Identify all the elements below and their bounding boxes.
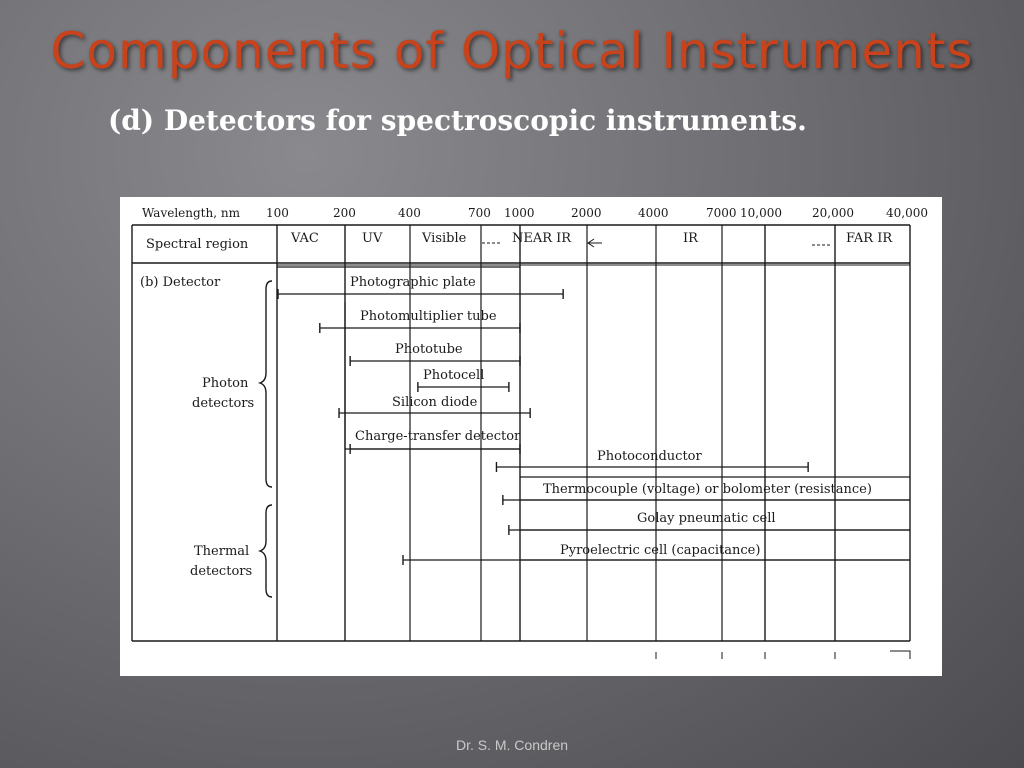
slide-title: Components of Optical Instruments — [50, 22, 974, 80]
region-visible: Visible — [422, 231, 467, 246]
detector-label-golay-cell: Golay pneumatic cell — [637, 511, 776, 526]
tick-4000: 4000 — [638, 206, 669, 220]
tick-700: 700 — [468, 206, 491, 220]
tick-2000: 2000 — [571, 206, 602, 220]
tick-100: 100 — [266, 206, 289, 220]
slide-subtitle: (d) Detectors for spectroscopic instruments. — [108, 104, 807, 137]
detector-label-pyroelectric: Pyroelectric cell (capacitance) — [560, 543, 761, 558]
tick-40000: 40,000 — [886, 206, 928, 220]
detector-label-silicon-diode: Silicon diode — [392, 395, 478, 410]
detector-range-diagram — [120, 197, 942, 676]
tick-10000: 10,000 — [740, 206, 782, 220]
photon-group-label-1: Photon — [202, 376, 249, 391]
photon-brace — [260, 281, 272, 487]
detector-label-photographic-plate: Photographic plate — [350, 275, 476, 290]
tick-400: 400 — [398, 206, 421, 220]
detector-label-charge-transfer: Charge-transfer detector — [355, 429, 521, 444]
detector-label-photocell: Photocell — [423, 368, 485, 383]
region-uv: UV — [362, 231, 383, 246]
photon-group-label-2: detectors — [192, 396, 255, 411]
tick-1000: 1000 — [504, 206, 535, 220]
region-ir: IR — [683, 231, 698, 246]
thermal-group-label-2: detectors — [190, 564, 253, 579]
detector-label-photoconductor: Photoconductor — [597, 449, 702, 464]
spectral-region-label: Spectral region — [146, 237, 249, 252]
detector-label-thermocouple: Thermocouple (voltage) or bolometer (resistance) — [543, 482, 872, 497]
detector-section-label: (b) Detector — [140, 275, 221, 290]
detector-range-bars — [278, 289, 910, 565]
thermal-group-label-1: Thermal — [194, 544, 250, 559]
region-vac: VAC — [291, 231, 319, 246]
detector-label-photomultiplier-tube: Photomultiplier tube — [360, 309, 497, 324]
detector-label-phototube: Phototube — [395, 342, 463, 357]
tick-200: 200 — [333, 206, 356, 220]
slide-footer: Dr. S. M. Condren — [455, 737, 569, 753]
tick-7000: 7000 — [706, 206, 737, 220]
thermal-brace — [260, 505, 272, 597]
region-far-ir: FAR IR — [846, 231, 893, 246]
tick-20000: 20,000 — [812, 206, 854, 220]
wavelength-axis-label: Wavelength, nm — [142, 206, 240, 220]
region-near-ir: NEAR IR — [512, 231, 572, 246]
